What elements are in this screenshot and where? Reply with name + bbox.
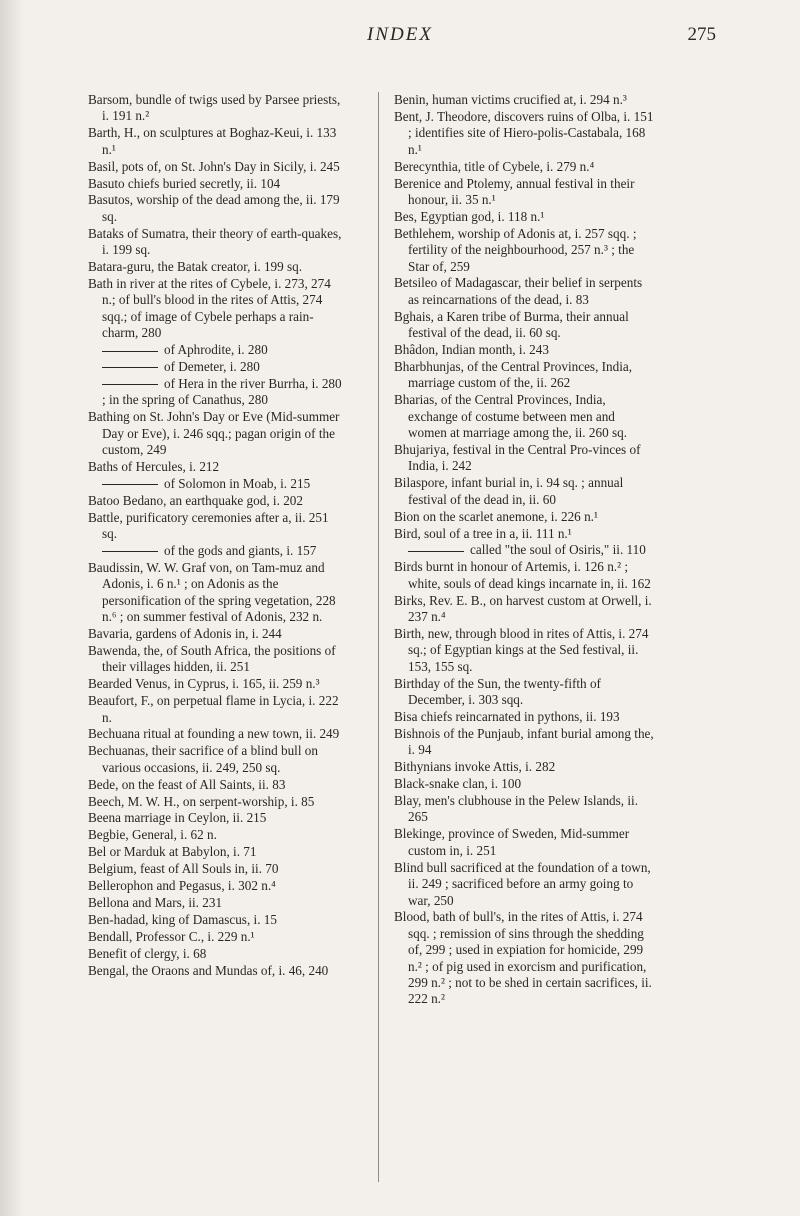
index-entry [394, 309, 656, 342]
index-entry [394, 776, 656, 792]
index-entry [88, 276, 344, 342]
entry-text: Bellona and Mars, ii. 231 [88, 895, 223, 910]
index-subentry [88, 476, 344, 492]
index-entry [88, 459, 344, 475]
page-edge-shadow [0, 0, 24, 1216]
entry-text: of Demeter, i. 280 [164, 359, 260, 374]
repeat-dash [102, 367, 158, 368]
index-entry [88, 159, 344, 175]
index-entry [394, 593, 656, 626]
index-entry [88, 895, 344, 911]
index-entry [394, 226, 656, 275]
entry-text: called "the soul of Osiris," ii. 110 [470, 542, 646, 558]
entry-text: Begbie, General, i. 62 n. [88, 827, 217, 843]
entry-text: Beech, M. W. H., on serpent-worship, i. 85 [88, 793, 315, 809]
entry-text: Bataks of Sumatra, their theory of earth-quakes, i. 199 sq. [88, 225, 342, 258]
entry-text: Battle, purificatory ceremonies after a, ii. 251 sq. [88, 509, 329, 542]
entry-text: Birthday of the Sun, the twenty-fifth of December, i. 303 sqq. [394, 675, 601, 708]
entry-text: of Aphrodite, i. 280 [164, 342, 268, 358]
entry-text: Benin, human victims crucified at, i. 294 n.³ [394, 92, 627, 107]
index-entry [88, 726, 344, 742]
entry-text: Batara-guru, the Batak creator, i. 199 sq. [88, 259, 303, 275]
index-entry [88, 963, 344, 979]
entry-text: Bel or Marduk at Babylon, i. 71 [88, 844, 257, 860]
entry-text: Bghais, a Karen tribe of Burma, their annual festival of the dead, ii. 60 sq. [394, 308, 629, 341]
entry-text: Ben-hadad, king of Damascus, i. 15 [88, 911, 277, 927]
repeat-dash [408, 551, 464, 552]
entry-text: Barsom, bundle of twigs used by Parsee priests, i. 191 n.² [88, 92, 341, 124]
entry-text: Batoo Bedano, an earthquake god, i. 202 [88, 492, 303, 508]
repeat-dash [102, 484, 158, 485]
entry-text: Barth, H., on sculptures at Boghaz-Keui, i. 133 n.¹ [88, 125, 337, 157]
entry-text: Baths of Hercules, i. 212 [88, 458, 220, 474]
index-entry [88, 693, 344, 726]
index-entry [394, 559, 656, 592]
index-entry [394, 392, 656, 441]
entry-text: Bendall, Professor C., i. 229 n.¹ [88, 928, 255, 944]
index-entry [394, 909, 656, 1007]
entry-text: Bellerophon and Pegasus, i. 302 n.⁴ [88, 878, 276, 894]
repeat-dash [102, 384, 158, 385]
entry-text: Bede, on the feast of All Saints, ii. 83 [88, 776, 286, 792]
entry-text: Bavaria, gardens of Adonis in, i. 244 [88, 626, 282, 641]
entry-text: Blood, bath of bull's, in the rites of Attis, i. 274 sqq. ; remission of sins through the shedding of, 299 ; used in expiation for homicide, 299 n.² ; of pig used in exorcism and purification, 299 n.² ; not to be shed in certain sacrifices, ii. 222 n.² [394, 909, 652, 1007]
index-entry [394, 109, 656, 158]
entry-text: Beaufort, F., on perpetual flame in Lycia, i. 222 n. [88, 693, 339, 725]
index-entry [88, 510, 344, 543]
index-entry [88, 643, 344, 676]
index-entry [88, 259, 344, 275]
entry-text: Bes, Egyptian god, i. 118 n.¹ [394, 208, 545, 224]
entry-text: Bent, J. Theodore, discovers ruins of Olba, i. 151 ; identifies site of Hiero-polis-Castabala, 168 n.¹ [394, 108, 654, 157]
entry-text: Bechuana ritual at founding a new town, ii. 249 [88, 726, 340, 742]
index-entry [88, 192, 344, 225]
index-entry [88, 777, 344, 793]
index-entry [88, 626, 344, 642]
index-subentry [88, 342, 344, 358]
index-entry [394, 176, 656, 209]
index-entry [88, 125, 344, 158]
index-entry [394, 826, 656, 859]
index-entry [88, 912, 344, 928]
entry-text: Blind bull sacrificed at the foundation of a town, ii. 249 ; sacrificed before an army going to war, 250 [394, 859, 651, 908]
entry-text: Basuto chiefs buried secretly, ii. 104 [88, 175, 281, 191]
entry-text: Betsileo of Madagascar, their belief in serpents as reincarnations of the dead, i. 83 [394, 275, 643, 307]
entry-text: Basutos, worship of the dead among the, ii. 179 sq. [88, 192, 340, 224]
entry-text: Berenice and Ptolemy, annual festival in their honour, ii. 35 n.¹ [394, 175, 635, 207]
index-entry [88, 794, 344, 810]
index-entry [394, 475, 656, 508]
entry-text: Beena marriage in Ceylon, ii. 215 [88, 810, 267, 826]
entry-text: Bion on the scarlet anemone, i. 226 n.¹ [394, 508, 598, 524]
index-entry [394, 509, 656, 525]
index-entry [88, 226, 344, 259]
entry-text: Bathing on St. John's Day or Eve (Mid-summer Day or Eve), i. 246 sqq.; pagan origin of the custom, 249 [88, 409, 340, 458]
index-entry [394, 359, 656, 392]
index-entry [394, 275, 656, 308]
index-entry [88, 878, 344, 894]
entry-text: Blekinge, province of Sweden, Mid-summer custom in, i. 251 [394, 826, 630, 858]
index-subentry [88, 376, 344, 409]
index-entry [88, 844, 344, 860]
running-head [0, 20, 800, 56]
index-entry [394, 793, 656, 826]
entry-text: Black-snake clan, i. 100 [394, 776, 522, 792]
column-divider [378, 92, 379, 1182]
entry-text: Berecynthia, title of Cybele, i. 279 n.⁴ [394, 158, 595, 174]
entry-text: Belgium, feast of All Souls in, ii. 70 [88, 861, 279, 877]
index-column-left [88, 92, 344, 980]
index-subentry [394, 542, 656, 558]
entry-text: Bharias, of the Central Provinces, India, exchange of costume between men and women at marriage among the, ii. 260 sq. [394, 392, 628, 441]
index-entry [394, 709, 656, 725]
entry-text: Blay, men's clubhouse in the Pelew Islands, ii. 265 [394, 793, 638, 825]
entry-text: Bhujariya, festival in the Central Pro-vinces of India, i. 242 [394, 442, 641, 474]
index-column-right [394, 92, 656, 1008]
index-entry [394, 342, 656, 358]
entry-text: Birds burnt in honour of Artemis, i. 126 n.² ; white, souls of dead kings incarnate in, ii. 162 [394, 559, 651, 591]
index-entry [394, 92, 656, 108]
index-entry [88, 560, 344, 626]
index-entry [88, 176, 344, 192]
index-entry [88, 827, 344, 843]
index-entry [394, 442, 656, 475]
index-subentry [88, 359, 344, 375]
index-entry [394, 159, 656, 175]
entry-text: Bhâdon, Indian month, i. 243 [394, 342, 549, 358]
index-entry [88, 409, 344, 458]
entry-text: Birth, new, through blood in rites of Attis, i. 274 sq.; of Egyptian kings at the Sed festival, ii. 153, 155 sq. [394, 626, 649, 674]
index-entry [88, 676, 344, 692]
entry-text: Birks, Rev. E. B., on harvest custom at Orwell, i. 237 n.⁴ [394, 592, 652, 625]
entry-text: Bithynians invoke Attis, i. 282 [394, 759, 556, 775]
index-entry [394, 209, 656, 225]
page-title: INDEX [367, 24, 433, 45]
index-entry [88, 861, 344, 877]
index-entry [88, 929, 344, 945]
entry-text: Bilaspore, infant burial in, i. 94 sq. ; annual festival of the dead in, ii. 60 [394, 475, 624, 507]
index-entry [394, 626, 656, 675]
index-subentry [88, 543, 344, 559]
index-entry [88, 946, 344, 962]
index-entry [88, 743, 344, 776]
entry-text: Bisa chiefs reincarnated in pythons, ii. 193 [394, 709, 620, 725]
entry-text: of the gods and giants, i. 157 [164, 542, 317, 558]
entry-text: Bishnois of the Punjaub, infant burial among the, i. 94 [394, 725, 654, 758]
entry-text: Baudissin, W. W. Graf von, on Tam-muz and Adonis, i. 6 n.¹ ; on Adonis as the personification of the spring vegetation, 228 n.⁶ ; on summer festival of Adonis, 232 n. [88, 559, 336, 625]
entry-text: Bawenda, the, of South Africa, the positions of their villages hidden, ii. 251 [88, 642, 336, 675]
entry-text: Bird, soul of a tree in a, ii. 111 n.¹ [394, 525, 572, 541]
entry-text: Bharbhunjas, of the Central Provinces, India, marriage custom of the, ii. 262 [394, 359, 633, 391]
index-entry [88, 810, 344, 826]
index-entry [394, 860, 656, 909]
entry-text: Basil, pots of, on St. John's Day in Sicily, i. 245 [88, 158, 340, 174]
entry-text: Bearded Venus, in Cyprus, i. 165, ii. 259 n.³ [88, 676, 320, 692]
repeat-dash [102, 351, 158, 352]
entry-text: Bath in river at the rites of Cybele, i. 273, 274 n.; of bull's blood in the rites of Attis, 274 sqq.; of image of Cybele perhaps a rain-charm, 280 [88, 275, 331, 341]
index-entry [394, 526, 656, 542]
entry-text: of Solomon in Moab, i. 215 [164, 475, 311, 491]
entry-text: Bechuanas, their sacrifice of a blind bull on various occasions, ii. 249, 250 sq. [88, 743, 318, 775]
repeat-dash [102, 551, 158, 552]
index-entry [88, 92, 344, 125]
index-entry [394, 676, 656, 709]
index-entry [394, 726, 656, 759]
entry-text: of Hera in the river Burrha, i. 280 ; in the spring of Canathus, 280 [102, 375, 342, 408]
entry-text: Bethlehem, worship of Adonis at, i. 257 sqq. ; fertility of the neighbourhood, 257 n.³ ; the Star of, 259 [394, 225, 637, 274]
page-number: 275 [687, 24, 716, 45]
entry-text: Benefit of clergy, i. 68 [88, 945, 207, 961]
entry-text: Bengal, the Oraons and Mundas of, i. 46, 240 [88, 962, 329, 978]
index-entry [88, 493, 344, 509]
index-entry [394, 759, 656, 775]
